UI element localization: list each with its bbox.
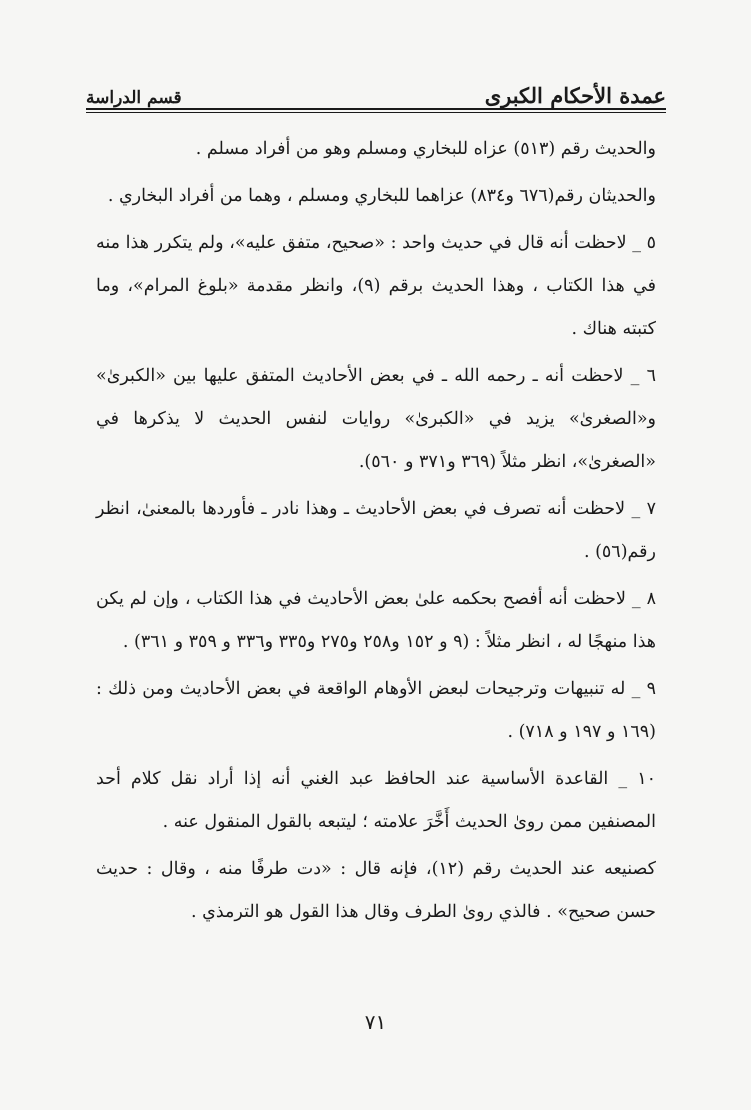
- header-rule-thin: [86, 112, 666, 113]
- paragraph: ١٠ _ القاعدة الأساسية عند الحافظ عبد الغني أنه إذا أراد نقل كلام أحد المصنفين ممن روىٰ الحديث أَخَّرَ علامته ؛ ليتبعه بالقول المنقول عنه .: [96, 769, 656, 832]
- paragraph: ٧ _ لاحظت أنه تصرف في بعض الأحاديث ـ وهذا نادر ـ فأوردها بالمعنىٰ، انظر رقم(٥٦) .: [96, 499, 656, 562]
- paragraph: ٨ _ لاحظت أنه أفصح بحكمه علىٰ بعض الأحاديث في هذا الكتاب ، وإن لم يكن هذا منهجًا له ، انظر مثلاً : (٩ و ١٥٢ و٢٥٨ و٢٧٥ و٣٣٥ و٣٣٦ و ٣٥٩ و ٣٦١) .: [96, 589, 656, 652]
- paragraph: والحديث رقم (٥١٣) عزاه للبخاري ومسلم وهو من أفراد مسلم .: [195, 139, 656, 159]
- section-title: قسم الدراسة: [86, 88, 182, 108]
- header-rule: [86, 108, 666, 110]
- paragraph: كصنيعه عند الحديث رقم (١٢)، فإنه قال : «دت طرفًا منه ، وقال : حديث حسن صحيح» . فالذي روىٰ الطرف وقال هذا القول هو الترمذي .: [96, 859, 657, 922]
- paragraph: ٩ _ له تنبيهات وترجيحات لبعض الأوهام الواقعة في بعض الأحاديث ومن ذلك : (١٦٩ و ١٩٧ و ٧١٨) .: [96, 679, 656, 742]
- paragraph: ٥ _ لاحظت أنه قال في حديث واحد : «صحيح، متفق عليه»، ولم يتكرر هذا منه في هذا الكتاب ، وهذا الحديث برقم (٩)، وانظر مقدمة «بلوغ المرام»، وما كتبته هناك .: [96, 233, 656, 339]
- paragraph: ٦ _ لاحظت أنه ـ رحمه الله ـ في بعض الأحاديث المتفق عليها بين «الكبرىٰ» و«الصغرىٰ» يزيد في «الكبرىٰ» روايات لنفس الحديث لا يذكرها في «الصغرىٰ»، انظر مثلاً (٣٦٩ و٣٧١ و ٥٦٠).: [96, 366, 656, 472]
- paragraph: والحديثان رقم(٦٧٦ و٨٣٤) عزاهما للبخاري ومسلم ، وهما من أفراد البخاري .: [107, 186, 656, 206]
- running-header: [86, 72, 666, 108]
- body-text: [96, 128, 656, 938]
- book-title: عمدة الأحكام الكبرى: [484, 83, 666, 108]
- page-number: ٧١: [364, 1010, 387, 1034]
